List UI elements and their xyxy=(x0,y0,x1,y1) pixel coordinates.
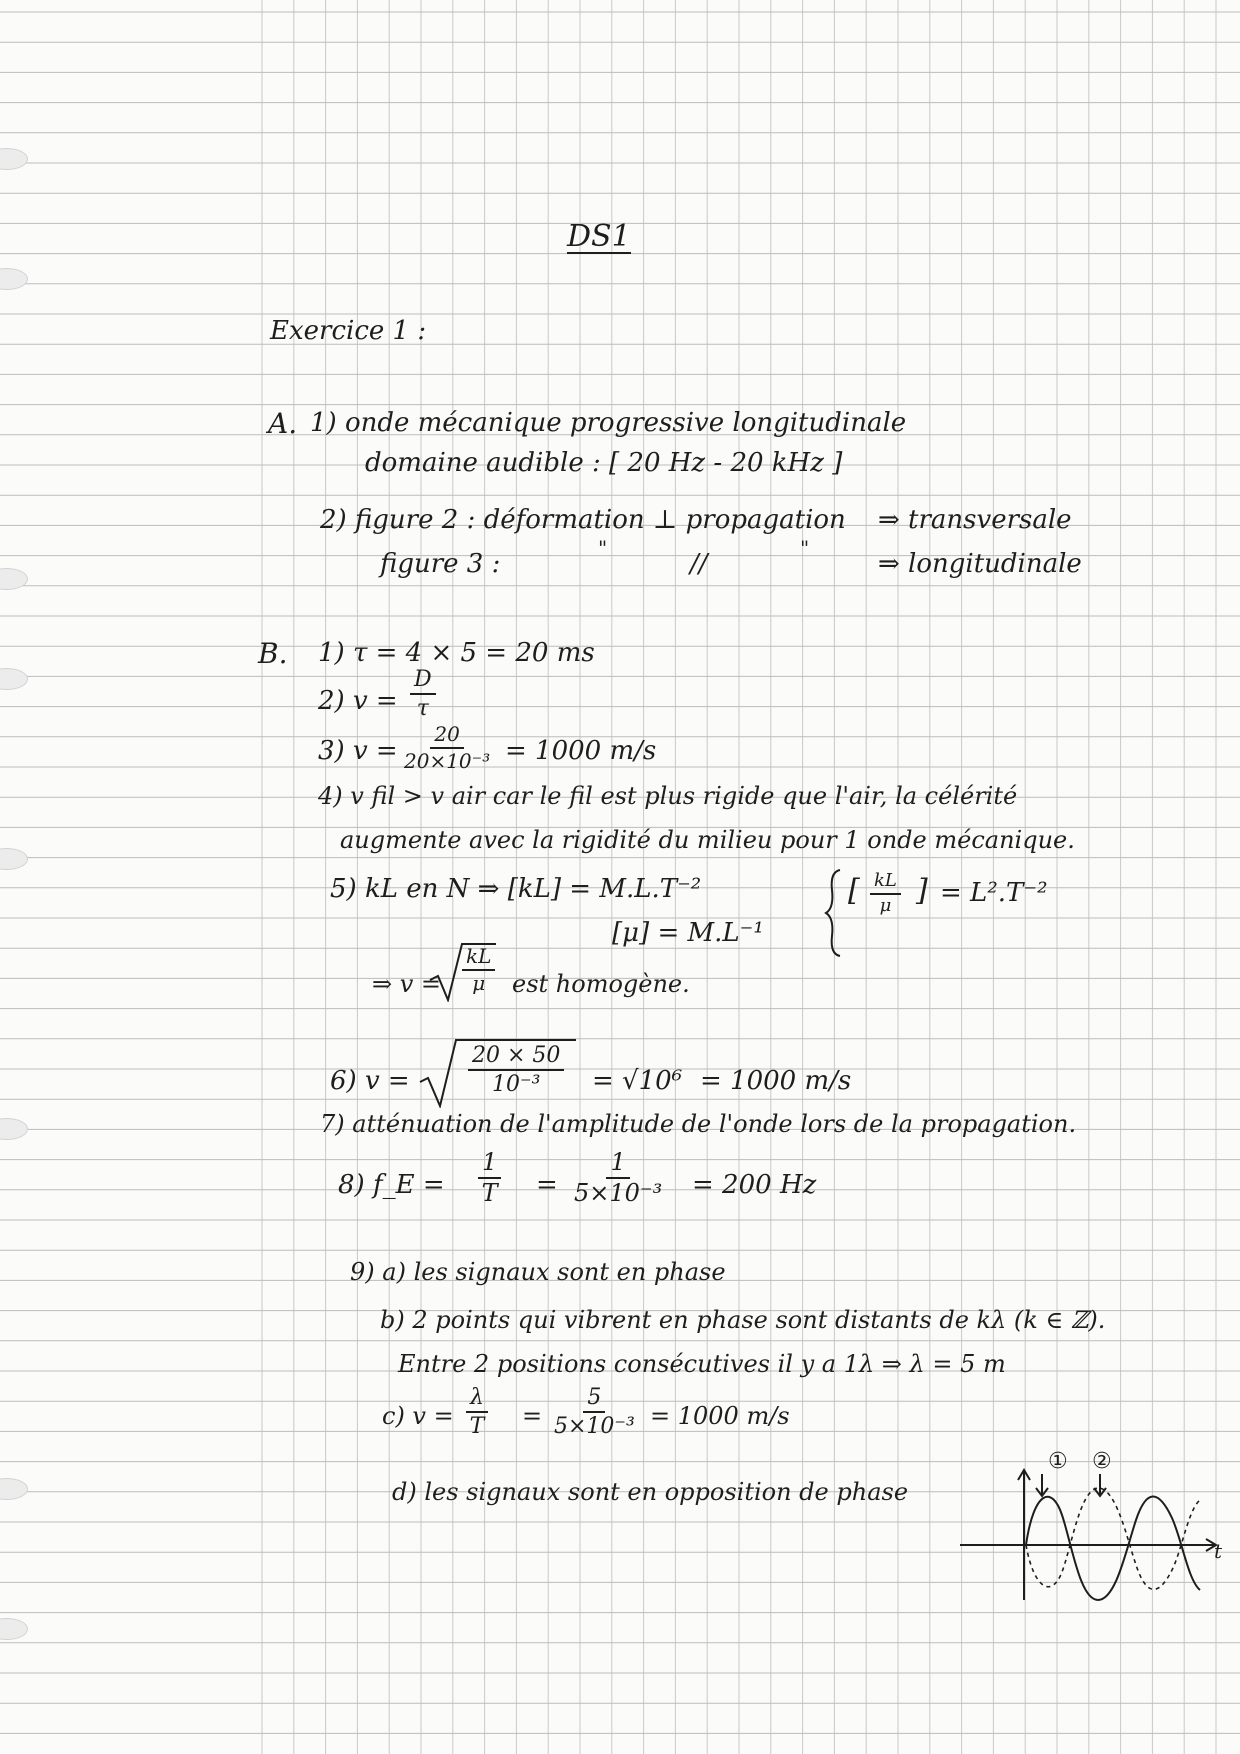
equals-sign: = xyxy=(522,1402,543,1430)
exercise-heading: Exercice 1 : xyxy=(270,316,427,346)
signal-1-arrow xyxy=(1036,1474,1048,1496)
part-a-q1-line2: domaine audible : [ 20 Hz - 20 kHz ] xyxy=(365,448,843,478)
fraction-sqrt-kL-mu xyxy=(462,946,495,994)
part-b-q6-mid: = √10⁶ xyxy=(592,1066,683,1096)
part-a-q2-result1: ⇒ transversale xyxy=(878,505,1072,535)
curly-brace xyxy=(822,868,846,958)
part-b-q4-line2: augmente avec la rigidité du milieu pour 1 onde mécanique. xyxy=(340,826,1075,854)
time-axis-label: t xyxy=(1214,1539,1223,1563)
equals-sign: = xyxy=(536,1170,558,1200)
fraction-numerator: 20 xyxy=(430,724,463,749)
part-b-q6-result: = 1000 m/s xyxy=(700,1066,852,1096)
fraction-denominator: τ xyxy=(416,696,429,722)
signal-2-arrow xyxy=(1094,1474,1106,1496)
fraction-denominator: 10⁻³ xyxy=(491,1072,541,1098)
fraction-numerator: kL xyxy=(870,872,901,895)
part-a-q2-result2: ⇒ longitudinale xyxy=(878,549,1082,579)
part-b-q3-prefix: 3) v = xyxy=(318,736,398,766)
part-a-q2-line1: 2) figure 2 : déformation ⊥ propagation xyxy=(320,505,846,535)
part-b-q9c-prefix: c) v = xyxy=(382,1402,454,1430)
part-a-q1-line1: 1) onde mécanique progressive longitudinale xyxy=(310,408,907,438)
fraction-denominator: T xyxy=(469,1414,485,1440)
fraction-q3 xyxy=(404,724,490,772)
fraction-numerator: 20 × 50 xyxy=(468,1044,564,1071)
part-b-q5-concl-suffix: est homogène. xyxy=(512,970,690,998)
part-b-q9d: d) les signaux sont en opposition de phase xyxy=(392,1478,909,1506)
part-b-q5-concl-prefix: ⇒ v = xyxy=(372,970,442,998)
part-b-q8-prefix: 8) f_E = xyxy=(338,1170,445,1200)
fraction-kL-over-mu xyxy=(870,872,901,916)
part-b-q1: 1) τ = 4 × 5 = 20 ms xyxy=(318,638,595,668)
part-a-q2-line2-label: figure 3 : xyxy=(380,549,501,579)
fraction-numerator: 1 xyxy=(478,1150,501,1179)
fraction-numerator: 5 xyxy=(583,1386,605,1413)
signal-sketch xyxy=(960,1440,1230,1610)
part-b-q9b-line1: b) 2 points qui vibrent en phase sont distants de kλ (k ∈ ℤ). xyxy=(380,1306,1106,1334)
fraction-denominator: μ xyxy=(879,894,892,916)
part-b-q6-prefix: 6) v = xyxy=(330,1066,410,1096)
parallel-symbol: // xyxy=(690,549,708,579)
signal-1-label: ① xyxy=(1048,1449,1068,1474)
fraction-lambda-over-T xyxy=(466,1386,488,1438)
part-b-q5-line2: [μ] = M.L⁻¹ xyxy=(612,918,764,948)
fraction-numerator: D xyxy=(410,668,436,695)
fraction-denominator: 5×10⁻³ xyxy=(574,1179,663,1208)
fraction-5-over-5e-3 xyxy=(554,1386,635,1438)
fraction-1-over-5e-3 xyxy=(574,1150,662,1206)
ditto-mark: " xyxy=(800,536,810,560)
part-b-q8-result: = 200 Hz xyxy=(692,1170,817,1200)
signal-2-curve xyxy=(1026,1488,1200,1589)
part-b-q4-line1: 4) v fil > v air car le fil est plus rigide que l'air, la célérité xyxy=(318,782,1018,810)
part-b-q9c-result: = 1000 m/s xyxy=(650,1402,790,1430)
signal-1-curve xyxy=(1026,1496,1200,1600)
part-b-q7: 7) atténuation de l'amplitude de l'onde lors de la propagation. xyxy=(320,1110,1077,1138)
fraction-numerator: 1 xyxy=(606,1150,629,1179)
part-a-label: A. xyxy=(268,407,298,440)
fraction-denominator: μ xyxy=(472,971,486,995)
part-b-q3-result: = 1000 m/s xyxy=(505,736,657,766)
page-title: DS1 xyxy=(567,219,631,254)
fraction-denominator: 20×10⁻³ xyxy=(404,749,491,773)
fraction-1-over-T xyxy=(478,1150,501,1206)
bracket-close: ] xyxy=(916,873,928,908)
part-b-label: B. xyxy=(258,637,288,670)
fraction-denominator: 5×10⁻³ xyxy=(554,1414,635,1440)
fraction-D-over-tau xyxy=(410,668,436,720)
ditto-mark: " xyxy=(598,536,608,560)
part-b-q9b-line2: Entre 2 positions consécutives il y a 1λ ⇒ λ = 5 m xyxy=(398,1350,1006,1378)
part-b-q5-bracket-result: = L².T⁻² xyxy=(940,878,1048,908)
part-b-q5-line1: 5) kL en N ⇒ [kL] = M.L.T⁻² xyxy=(330,874,702,904)
signal-2-label: ② xyxy=(1092,1449,1112,1474)
fraction-q6 xyxy=(468,1044,564,1096)
fraction-numerator: kL xyxy=(462,946,495,971)
bracket-open: [ xyxy=(848,873,860,908)
part-b-q9a: 9) a) les signaux sont en phase xyxy=(350,1258,726,1286)
part-b-q2-prefix: 2) v = xyxy=(318,686,398,716)
fraction-denominator: T xyxy=(481,1179,498,1208)
fraction-numerator: λ xyxy=(466,1386,488,1413)
